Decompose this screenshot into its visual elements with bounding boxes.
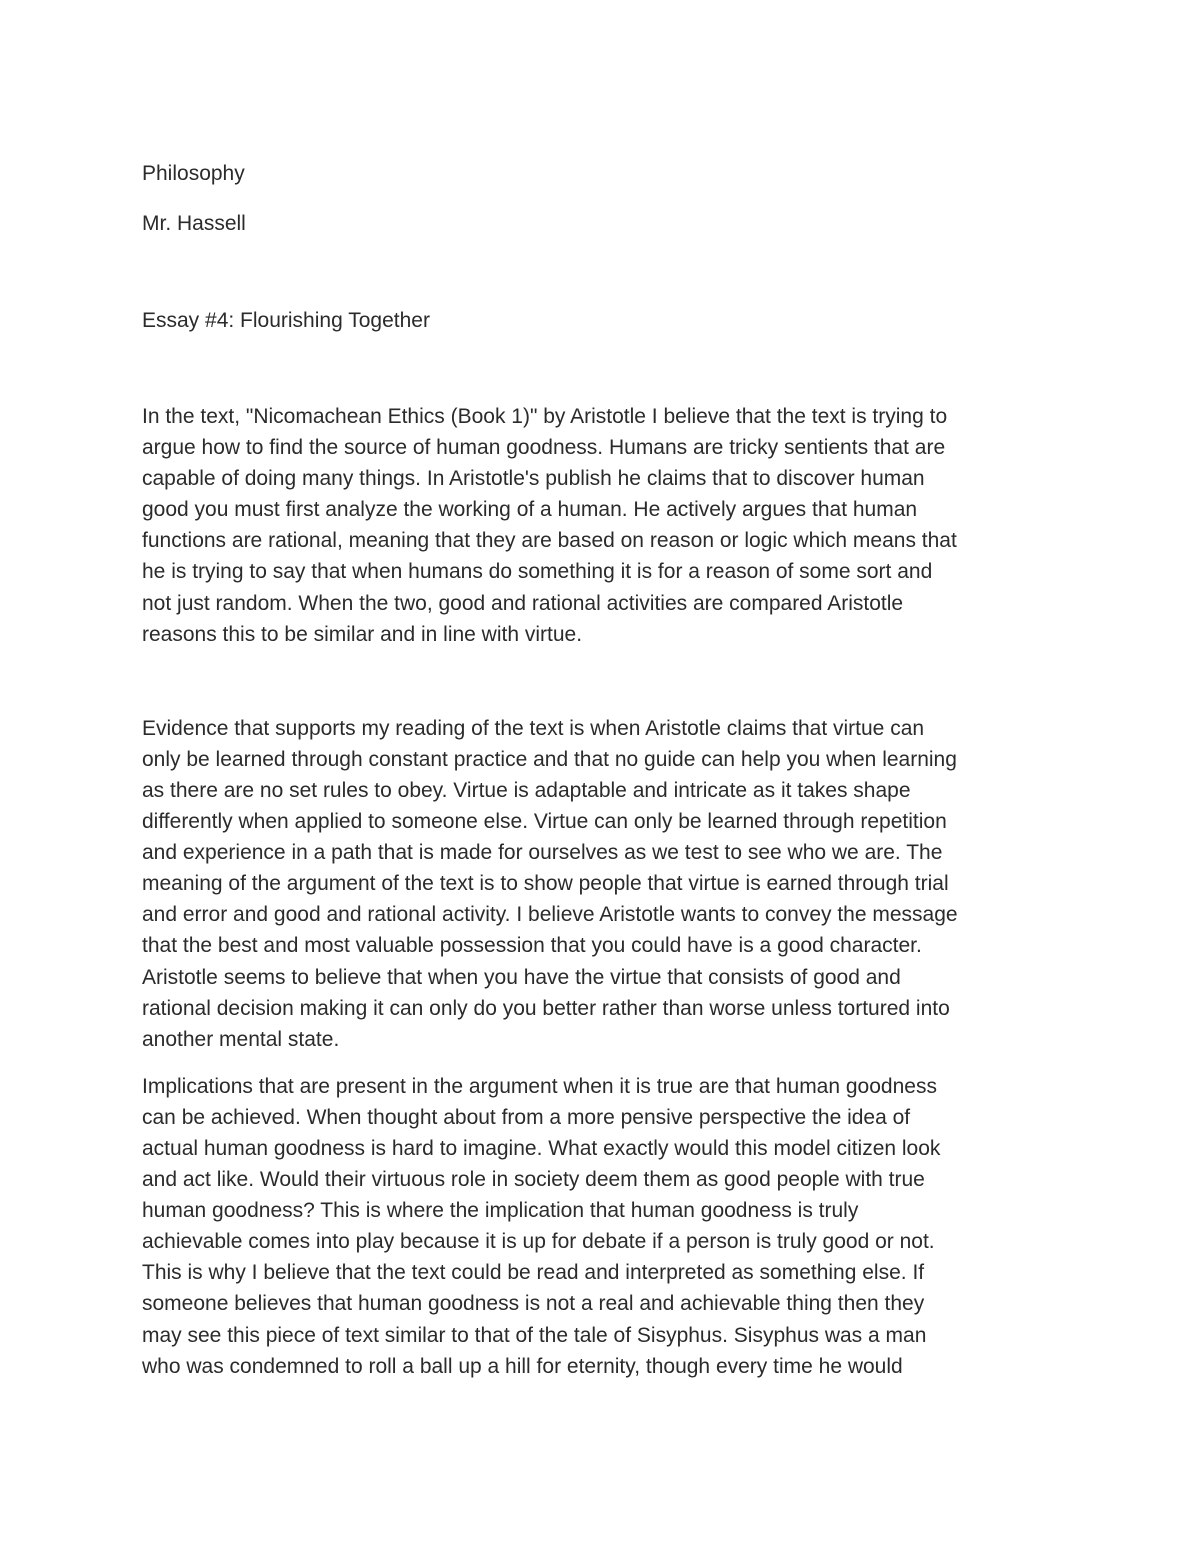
paragraph-intro: In the text, "Nicomachean Ethics (Book 1)" by Aristotle I believe that the text is trying to argue how to find the source of human goodness. Humans are tricky sentients that are capable of doing many things. In Aristotle's publish he claims that to discover human good you must first analyze the working of a human. He actively argues that human functions are rational, meaning that they are based on reason or logic which means that he is trying to say that when humans do something it is for a reason of some sort and not just random. When the two, good and rational activities are compared Aristotle reasons this to be similar and in line with virtue. <box>142 405 957 646</box>
course-name: Philosophy <box>142 162 245 185</box>
paragraph-implications: Implications that are present in the argument when it is true are that human goodness can be achieved. When thought about from a more pensive perspective the idea of actual human goodness is hard to imagine. What exactly would this model citizen look and act like. Would their virtuous role in society deem them as good people with true human goodness? This is where the implication that human goodness is truly achievable comes into play because it is up for debate if a person is truly good or not. This is why I believe that the text could be read and interpreted as something else. If someone believes that human goodness is not a real and achievable thing then they may see this piece of text similar to that of the tale of Sisyphus. Sisyphus was a man who was condemned to roll a ball up a hill for eternity, though every time he would <box>142 1074 941 1378</box>
essay-title: Essay #4: Flourishing Together <box>142 309 430 332</box>
teacher-name: Mr. Hassell <box>142 212 246 235</box>
document-content <box>142 158 1072 1382</box>
paragraph-evidence: Evidence that supports my reading of the text is when Aristotle claims that virtue can only be learned through constant practice and that no guide can help you when learning as there are no set rules to obey. Virtue is adaptable and intricate as it takes shape differently when applied to someone else. Virtue can only be learned through repetition and experience in a path that is made for ourselves as we test to see who we are. The meaning of the argument of the text is to show people that virtue is earned through trial and error and good and rational activity. I believe Aristotle wants to convey the message that the best and most valuable possession that you could have is a good character. Aristotle seems to believe that when you have the virtue that consists of good and rational decision making it can only do you better rather than worse unless tortured into another mental state. <box>142 716 958 1051</box>
